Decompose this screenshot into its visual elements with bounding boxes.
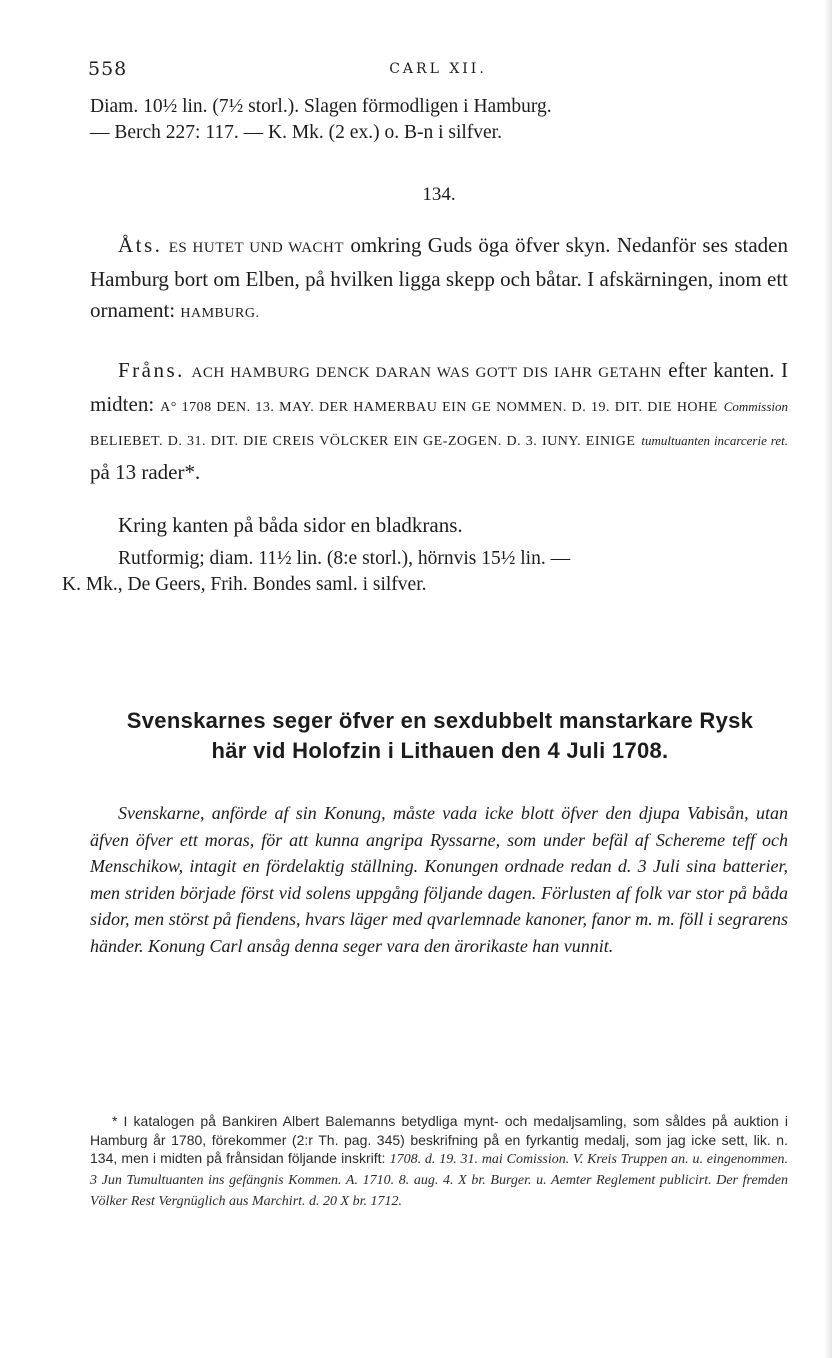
obverse-label: Åts.	[118, 233, 163, 257]
reverse-legend: ACH HAMBURG DENCK DARAN WAS GOTT DIS IAHR GETAHN	[191, 365, 662, 381]
footnote	[90, 1112, 788, 1212]
battle-paragraph: Svenskarne, anförde af sin Konung, måste vada icke blott öfver den djupa Vabisån, utan äfven öfver ett moras, för att kunna angripa Ryssarne, som under befäl af Schereme teff och Menschikow, intagit en fördelaktig ställning. Konungen ordnade redan d. 3 Juli sina batterier, men striden började först vid solens uppgång följande dagen. Förlusten af folk var stor på båda sidor, men störst på fiendens, hvars läger med qvarlemnade kanoner, fanor m. m. föll i segrarens händer. Konung Carl ansåg denna seger vara den ärorikaste han vunnit.	[90, 803, 788, 956]
reverse-inscription-italic-2: tumultuanten incarcerie ret.	[641, 433, 789, 448]
section-heading: Svenskarnes seger öfver en sexdubbelt manstarkare Rysk här vid Holofzin i Lithauen den 4 Juli 1708.	[126, 708, 754, 763]
running-head: CARL XII.	[389, 61, 487, 77]
entry-134-obverse	[90, 230, 788, 329]
page-edge-shadow	[824, 0, 832, 1358]
reverse-inscription-italic-1: Commission	[723, 399, 789, 414]
page-number: 558	[88, 58, 128, 80]
obverse-description: omkring Guds öga öfver skyn. Nedanför ses staden Hamburg bort om Elben, på hvilken ligga skepp och båtar. I afskärningen, inom ett ornament:	[90, 233, 789, 322]
entry-133-continuation	[90, 94, 788, 146]
measurements-line-2: K. Mk., De Geers, Frih. Bondes saml. i silfver.	[62, 574, 427, 595]
obverse-exergue: HAMBURG.	[180, 306, 260, 321]
footnote-inscription: 1708. d. 19. 31. mai Comission. V. Kreis Truppen an. u. eingenommen. 3 Jun Tumultuanten ins gefängnis Kommen. A. 1710. 8. aug. 4. X br. Burger. u. Aemter Reglement publicirt. Der fremden Völker Rest Vergnüglich aus Marchirt. d. 20 X br. 1712.	[90, 1152, 788, 1209]
reverse-inscription-b: BELIEBET. D. 31. DIT. DIE CREIS VÖLCKER EIN GE-ZOGEN. D. 3. IUNY. EINIGE	[90, 434, 636, 449]
measurements-line-1: Rutformig; diam. 11½ lin. (8:e storl.), hörnvis 15½ lin. —	[118, 548, 571, 569]
entry-133-line-2: — Berch 227: 117. — K. Mk. (2 ex.) o. B-n i silfver.	[90, 122, 502, 143]
entry-133-line-1: Diam. 10½ lin. (7½ storl.). Slagen förmodligen i Hamburg.	[90, 96, 552, 117]
reverse-description: efter kanten. I midten:	[90, 358, 789, 416]
reverse-line-count: på 13 rader*.	[90, 460, 201, 484]
page-header	[88, 58, 788, 88]
footnote-text: * I katalogen på Bankiren Albert Balemanns betydliga mynt- och medaljsamling, som såldes på auktion i Hamburg år 1780, förekommer (2:r Th. pag. 345) beskrifning på en fyrkantig medalj, som jag icke sett, lik. n. 134, men i midten på frånsidan följande inskrift:	[90, 1113, 788, 1167]
entry-134-number: 134.	[422, 184, 456, 205]
reverse-inscription-a: A° 1708 DEN. 13. MAY. DER HAMERBAU EIN GE NOMMEN. D. 19. DIT. DIE HOHE	[160, 400, 718, 415]
entry-134-measurements	[62, 546, 788, 598]
reverse-label: Fråns.	[118, 358, 185, 382]
obverse-legend: ES HUTET UND WACHT	[168, 240, 345, 256]
entry-134-border: Kring kanten på båda sidor en bladkrans.	[118, 513, 463, 537]
entry-134-reverse	[90, 355, 788, 488]
